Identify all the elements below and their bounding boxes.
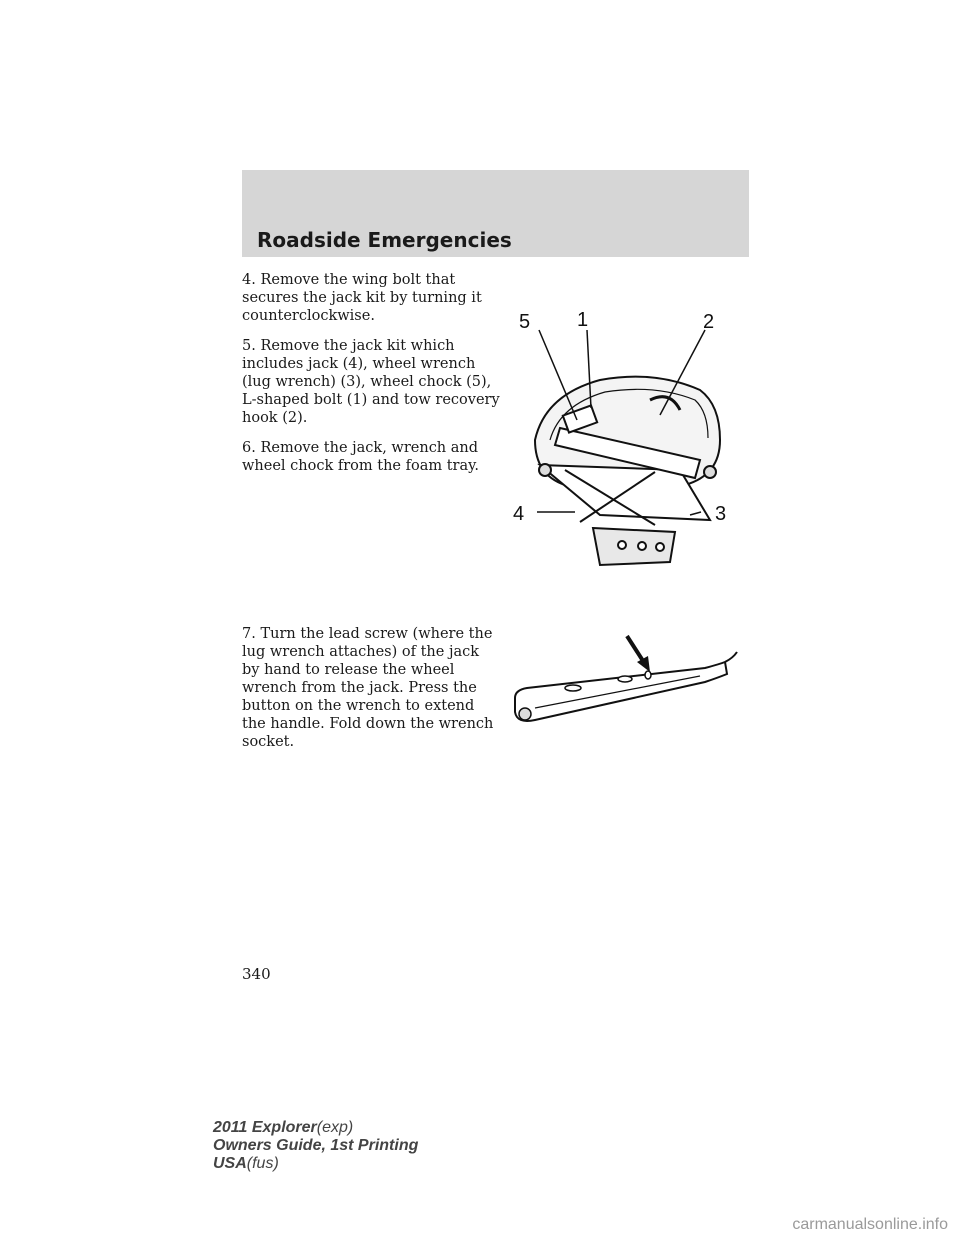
steps-block-1 xyxy=(242,271,500,487)
callout-2: 2 xyxy=(703,311,715,333)
footer-guide: Owners Guide, 1st Printing xyxy=(213,1137,419,1154)
wrench-illustration xyxy=(505,628,750,738)
extend-button xyxy=(645,671,651,679)
footer-info xyxy=(213,1119,418,1173)
footer-model-code: (exp) xyxy=(316,1119,354,1136)
footer-model: 2011 Explorer xyxy=(213,1119,317,1136)
footer-region-code: (fus) xyxy=(246,1155,279,1172)
watermark: carmanualsonline.info xyxy=(792,1216,948,1233)
callout-5: 5 xyxy=(519,311,531,333)
callout-1: 1 xyxy=(577,309,589,331)
steps-block-2 xyxy=(242,625,500,763)
section-header xyxy=(242,170,749,257)
callout-4: 4 xyxy=(513,503,525,525)
page-number: 340 xyxy=(242,965,271,983)
step-7: 7. Turn the lead screw (where the lug wrench attaches) of the jack by hand to release the wheel wrench from the jack. Press the button on the wrench to extend the handle. Fold down the wrench socket. xyxy=(242,626,494,750)
jack-kit-illustration xyxy=(505,300,745,580)
step-6: 6. Remove the jack, wrench and wheel chock from the foam tray. xyxy=(242,440,479,474)
jack-shape xyxy=(540,465,710,565)
step-5: 5. Remove the jack kit which includes jack (4), wheel wrench (lug wrench) (3), wheel chock (5), L-shaped bolt (1) and tow recovery hook (2). xyxy=(242,338,500,426)
callout-3: 3 xyxy=(715,503,727,525)
section-title: Roadside Emergencies xyxy=(257,228,512,252)
step-4: 4. Remove the wing bolt that secures the jack kit by turning it counterclockwise. xyxy=(242,272,482,324)
footer-region: USA xyxy=(213,1155,247,1172)
